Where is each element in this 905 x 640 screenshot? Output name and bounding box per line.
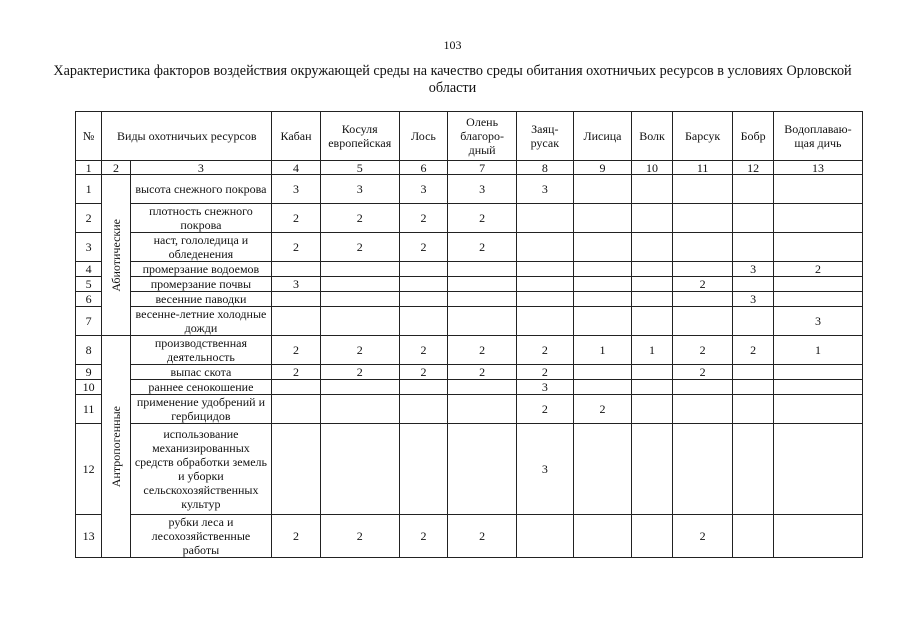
impact-value [448, 380, 517, 395]
table-row [76, 515, 863, 558]
impact-value [733, 365, 773, 380]
factor-name: рубки леса и лесохозяйственные работы [130, 515, 272, 558]
header-red-deer: Олень благоро-дный [448, 112, 517, 161]
column-number: 9 [573, 161, 632, 175]
impact-value [672, 175, 733, 204]
factor-name: промерзание водоемов [130, 262, 272, 277]
row-number: 5 [76, 277, 102, 292]
impact-value [399, 277, 448, 292]
impact-value [773, 395, 862, 424]
header-roe-deer: Косуля европейская [320, 112, 399, 161]
header-waterfowl: Водоплаваю-щая дичь [773, 112, 862, 161]
impact-value: 3 [733, 262, 773, 277]
row-number: 3 [76, 233, 102, 262]
impact-value: 3 [733, 292, 773, 307]
impact-value [320, 380, 399, 395]
impact-value: 2 [448, 204, 517, 233]
impact-value: 2 [399, 233, 448, 262]
impact-value [632, 365, 672, 380]
impact-value: 2 [272, 336, 321, 365]
header-fox: Лисица [573, 112, 632, 161]
impact-value [399, 262, 448, 277]
factors-table [75, 111, 863, 558]
impact-value [773, 380, 862, 395]
impact-value [632, 233, 672, 262]
impact-value [320, 292, 399, 307]
impact-value [773, 204, 862, 233]
impact-value [517, 233, 574, 262]
column-number: 7 [448, 161, 517, 175]
impact-value [573, 204, 632, 233]
column-numbers-row [76, 161, 863, 175]
impact-value: 2 [448, 515, 517, 558]
impact-value: 2 [272, 515, 321, 558]
table-row [76, 395, 863, 424]
factor-name: плотность снежного покрова [130, 204, 272, 233]
row-number: 6 [76, 292, 102, 307]
impact-value [399, 380, 448, 395]
impact-value [320, 395, 399, 424]
impact-value: 2 [320, 233, 399, 262]
impact-value [320, 424, 399, 515]
table-row [76, 204, 863, 233]
column-number: 10 [632, 161, 672, 175]
impact-value [448, 262, 517, 277]
column-number: 4 [272, 161, 321, 175]
impact-value [573, 175, 632, 204]
impact-value [672, 262, 733, 277]
row-number: 9 [76, 365, 102, 380]
table-row [76, 365, 863, 380]
factor-name: высота снежного покрова [130, 175, 272, 204]
impact-value: 2 [272, 233, 321, 262]
impact-value [632, 292, 672, 307]
header-badger: Барсук [672, 112, 733, 161]
impact-value [773, 292, 862, 307]
row-number: 10 [76, 380, 102, 395]
impact-value [448, 277, 517, 292]
column-number: 1 [76, 161, 102, 175]
header-resource-types: Виды охотничьих ресурсов [102, 112, 272, 161]
impact-value: 2 [399, 204, 448, 233]
row-number: 12 [76, 424, 102, 515]
page-number: 103 [443, 38, 462, 52]
impact-value [573, 365, 632, 380]
impact-value: 3 [448, 175, 517, 204]
impact-value [672, 204, 733, 233]
document-title: Характеристика факторов воздействия окружающей среды на качество среды обитания охотничьих ресурсов в условиях Орловской области [53, 63, 852, 96]
column-number: 3 [130, 161, 272, 175]
impact-value: 2 [517, 365, 574, 380]
impact-value [733, 307, 773, 336]
impact-value [632, 262, 672, 277]
factor-group-label: Антропогенные [108, 405, 123, 488]
column-number: 8 [517, 161, 574, 175]
impact-value [733, 515, 773, 558]
impact-value: 2 [573, 395, 632, 424]
factor-name: весенне-летние холодные дожди [130, 307, 272, 336]
impact-value [632, 395, 672, 424]
impact-value [448, 395, 517, 424]
impact-value [272, 395, 321, 424]
impact-value [773, 175, 862, 204]
header-hare: Заяц-русак [517, 112, 574, 161]
impact-value [672, 395, 733, 424]
impact-value [573, 277, 632, 292]
impact-value [517, 292, 574, 307]
table-row [76, 277, 863, 292]
impact-value [573, 292, 632, 307]
impact-value [272, 380, 321, 395]
impact-value [773, 277, 862, 292]
table-row [76, 380, 863, 395]
row-number: 13 [76, 515, 102, 558]
impact-value: 2 [272, 204, 321, 233]
impact-value: 2 [773, 262, 862, 277]
table-row [76, 175, 863, 204]
impact-value: 2 [672, 515, 733, 558]
impact-value [733, 380, 773, 395]
header-boar: Кабан [272, 112, 321, 161]
impact-value [632, 204, 672, 233]
impact-value [448, 307, 517, 336]
impact-value [733, 204, 773, 233]
impact-value [448, 292, 517, 307]
impact-value [399, 395, 448, 424]
impact-value [517, 204, 574, 233]
impact-value [733, 175, 773, 204]
table-row [76, 307, 863, 336]
impact-value [773, 233, 862, 262]
factor-name: весенние паводки [130, 292, 272, 307]
header-row [76, 112, 863, 161]
factor-name: промерзание почвы [130, 277, 272, 292]
impact-value [672, 307, 733, 336]
impact-value [573, 380, 632, 395]
impact-value: 3 [517, 380, 574, 395]
impact-value [517, 262, 574, 277]
impact-value [632, 424, 672, 515]
impact-value: 3 [517, 175, 574, 204]
impact-value [733, 277, 773, 292]
impact-value: 3 [517, 424, 574, 515]
impact-value [320, 307, 399, 336]
factor-name: выпас скота [130, 365, 272, 380]
header-wolf: Волк [632, 112, 672, 161]
column-number: 12 [733, 161, 773, 175]
impact-value [632, 307, 672, 336]
impact-value [773, 515, 862, 558]
impact-value: 1 [573, 336, 632, 365]
factor-name: наст, гололедица и обледенения [130, 233, 272, 262]
impact-value [517, 277, 574, 292]
impact-value [632, 380, 672, 395]
row-number: 11 [76, 395, 102, 424]
impact-value [399, 424, 448, 515]
header-elk: Лось [399, 112, 448, 161]
impact-value [773, 424, 862, 515]
factor-name: использование механизированных средств обработки земель и уборки сельскохозяйственных культур [130, 424, 272, 515]
impact-value: 2 [399, 336, 448, 365]
impact-value: 2 [399, 515, 448, 558]
impact-value [399, 292, 448, 307]
impact-value: 3 [399, 175, 448, 204]
impact-value [773, 365, 862, 380]
impact-value [733, 424, 773, 515]
row-number: 7 [76, 307, 102, 336]
impact-value [517, 307, 574, 336]
impact-value: 2 [517, 336, 574, 365]
header-number: № [76, 112, 102, 161]
impact-value: 2 [733, 336, 773, 365]
table-row [76, 424, 863, 515]
table-row [76, 292, 863, 307]
table-row [76, 233, 863, 262]
impact-value [320, 262, 399, 277]
impact-value [672, 380, 733, 395]
impact-value: 2 [517, 395, 574, 424]
impact-value: 3 [773, 307, 862, 336]
impact-value: 2 [399, 365, 448, 380]
factor-group-cell [102, 336, 130, 558]
row-number: 8 [76, 336, 102, 365]
impact-value [573, 262, 632, 277]
impact-value: 3 [272, 277, 321, 292]
impact-value [632, 277, 672, 292]
impact-value: 1 [773, 336, 862, 365]
impact-value [573, 515, 632, 558]
impact-value [399, 307, 448, 336]
row-number: 1 [76, 175, 102, 204]
factor-group-cell [102, 175, 130, 336]
impact-value: 2 [672, 336, 733, 365]
impact-value: 2 [320, 204, 399, 233]
impact-value [672, 233, 733, 262]
impact-value [448, 424, 517, 515]
table-row [76, 336, 863, 365]
impact-value: 2 [272, 365, 321, 380]
impact-value [672, 424, 733, 515]
impact-value [632, 515, 672, 558]
column-number: 6 [399, 161, 448, 175]
column-number: 2 [102, 161, 130, 175]
impact-value [573, 233, 632, 262]
impact-value: 2 [672, 365, 733, 380]
factor-group-label: Абиотические [108, 218, 123, 292]
impact-value [272, 292, 321, 307]
impact-value [573, 307, 632, 336]
column-number: 5 [320, 161, 399, 175]
impact-value [733, 395, 773, 424]
table-row [76, 262, 863, 277]
impact-value: 2 [320, 365, 399, 380]
factor-name: раннее сенокошение [130, 380, 272, 395]
impact-value [733, 233, 773, 262]
impact-value [272, 262, 321, 277]
impact-value [573, 424, 632, 515]
impact-value: 2 [320, 336, 399, 365]
impact-value [672, 292, 733, 307]
impact-value: 2 [320, 515, 399, 558]
row-number: 4 [76, 262, 102, 277]
factor-name: производственная деятельность [130, 336, 272, 365]
impact-value: 3 [320, 175, 399, 204]
impact-value [632, 175, 672, 204]
impact-value [320, 277, 399, 292]
column-number: 11 [672, 161, 733, 175]
column-number: 13 [773, 161, 862, 175]
impact-value [517, 515, 574, 558]
impact-value: 2 [448, 365, 517, 380]
table-body [76, 175, 863, 558]
impact-value: 2 [672, 277, 733, 292]
impact-value [272, 307, 321, 336]
header-beaver: Бобр [733, 112, 773, 161]
factor-name: применение удобрений и гербицидов [130, 395, 272, 424]
impact-value: 1 [632, 336, 672, 365]
impact-value [272, 424, 321, 515]
impact-value: 2 [448, 336, 517, 365]
impact-value: 3 [272, 175, 321, 204]
row-number: 2 [76, 204, 102, 233]
impact-value: 2 [448, 233, 517, 262]
